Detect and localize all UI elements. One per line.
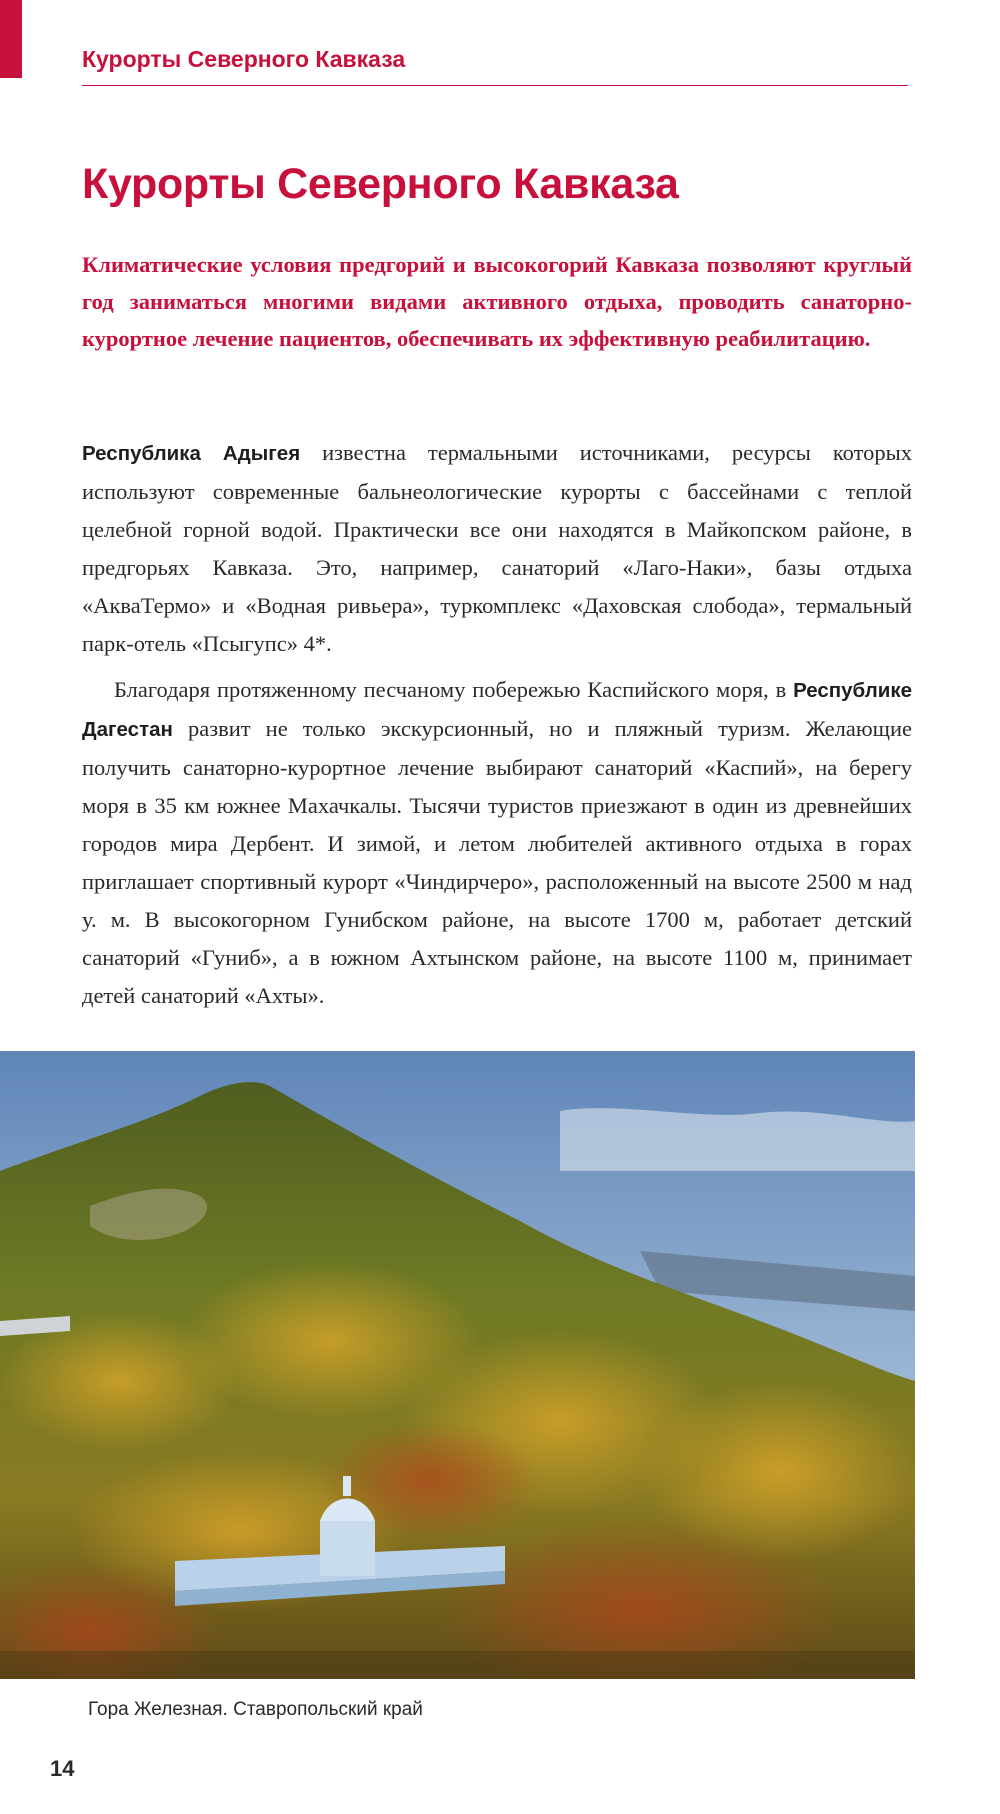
- paragraph-dagestan: [82, 671, 912, 1015]
- page-title: Курорты Северного Кавказа: [82, 160, 679, 208]
- lead-paragraph: Климатические условия предгорий и высокогорий Кавказа позволяют круглый год заниматься многими видами активного отдыха, проводить санаторно-курортное лечение пациентов, обеспечивать их эффективную реабилитацию.: [82, 252, 912, 351]
- page-number: 14: [50, 1756, 75, 1781]
- article-body: [82, 434, 912, 1015]
- paragraph-adygea: [82, 434, 912, 663]
- running-header: Курорты Северного Кавказа: [82, 46, 406, 72]
- paragraph-dagestan-intro: Благодаря протяженному песчаному побережью Каспийского моря, в: [114, 677, 794, 702]
- photo-caption: Гора Железная. Ставропольский край: [88, 1699, 423, 1720]
- section-color-tab: [0, 0, 22, 78]
- mountain-photo: [0, 1051, 915, 1679]
- term-adygea: Республика Адыгея: [82, 442, 301, 465]
- paragraph-adygea-text: известна термальными источниками, ресурсы которых используют современные бальнеологические курорты с бассейнами с теплой целебной горной водой. Практически все они находятся в Майкопском районе, в предгорьях Кавказа. Это, например, санаторий «Лаго-Наки», базы отдыха «АкваТермо» и «Водная ривьера», туркомплекс «Даховская слобода», термальный парк-отель «Псыгупс» 4*.: [82, 440, 912, 656]
- header-divider: [82, 85, 908, 86]
- term-dagestan: Республике Дагестан: [82, 679, 912, 741]
- paragraph-dagestan-text: развит не только экскурсионный, но и пляжный туризм. Желающие получить санаторно-курортное лечение выбирают санаторий «Каспий», на берегу моря в 35 км южнее Махачкалы. Тысячи туристов приезжают в один из древнейших городов мира Дербент. И зимой, и летом любителей активного отдыха в горах приглашает спортивный курорт «Чиндирчеро», расположенный на высоте 2500 м над у. м. В высокогорном Гунибском районе, на высоте 1700 м, работает детский санаторий «Гуниб», а в южном Ахтынском районе, на высоте 1100 м, принимает детей санаторий «Ахты».: [82, 716, 912, 1008]
